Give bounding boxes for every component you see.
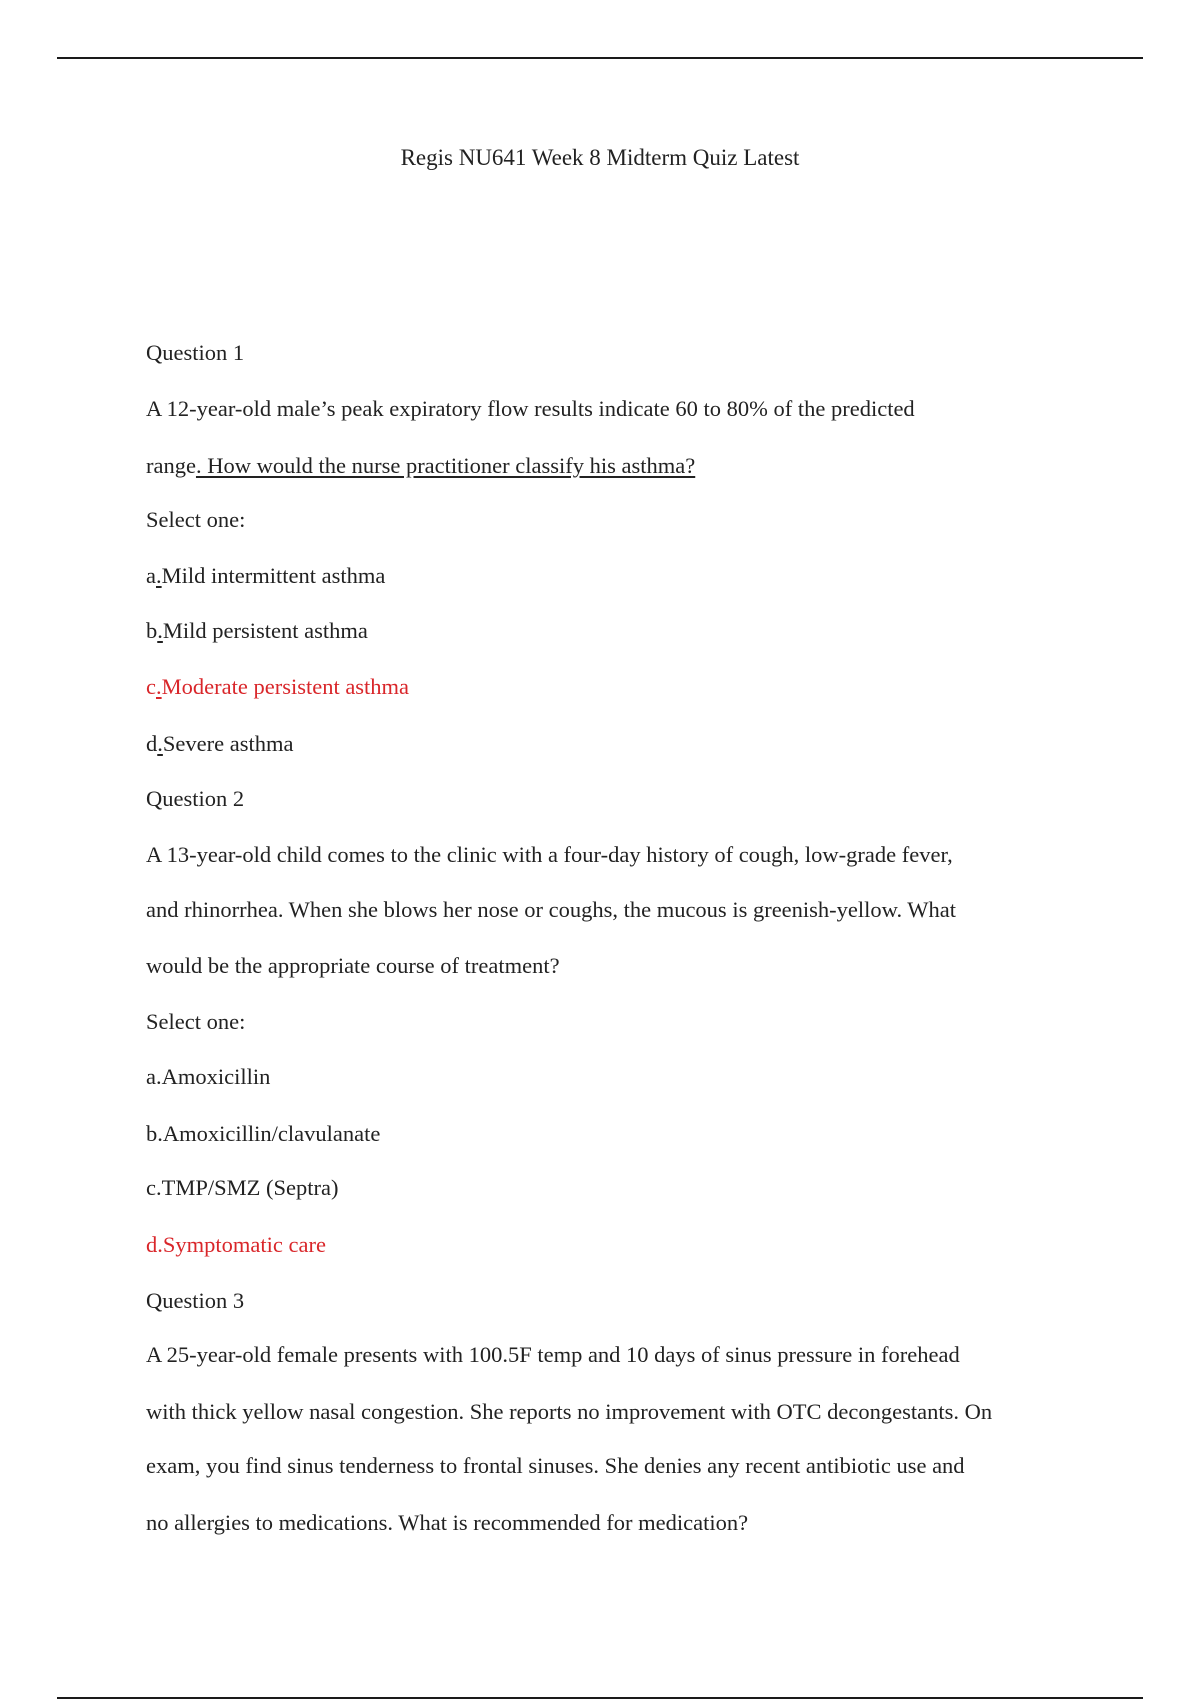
option-text: Mild persistent asthma <box>162 618 368 643</box>
question-2-prompt: Select one: <box>146 1009 246 1034</box>
question-3-heading: Question 3 <box>146 1288 245 1313</box>
option-letter: a <box>146 563 156 588</box>
question-1-text-rest: . How would the nurse practitioner classify his asthma? <box>195 453 696 478</box>
option-letter: c <box>146 674 156 699</box>
question-3-text-line-2: with thick yellow nasal congestion. She reports no improvement with OTC decongestants. On <box>146 1399 993 1424</box>
question-2-text-line-3: would be the appropriate course of treatment? <box>146 953 560 978</box>
question-1-heading: Question 1 <box>146 340 245 365</box>
question-1-option-a[interactable] <box>146 561 385 591</box>
question-1-text-line-1: A 12-year-old male’s peak expiratory flow results indicate 60 to 80% of the predicted <box>146 396 915 421</box>
option-separator: . <box>156 563 162 588</box>
option-letter: d <box>146 731 158 756</box>
option-separator: . <box>156 674 162 699</box>
bottom-rule <box>57 1697 1143 1699</box>
question-1-range-word: range <box>146 453 196 478</box>
question-2-text-line-1: A 13-year-old child comes to the clinic with a four-day history of cough, low-grade fever, <box>146 842 953 867</box>
question-1-text-line-2 <box>146 451 695 481</box>
question-2-option-a[interactable]: a.Amoxicillin <box>146 1064 271 1089</box>
question-2-option-d-correct[interactable]: d.Symptomatic care <box>146 1232 326 1257</box>
question-1-option-c-correct[interactable] <box>146 672 409 702</box>
option-separator: . <box>157 618 163 643</box>
top-rule <box>57 57 1143 59</box>
question-2-heading: Question 2 <box>146 786 245 811</box>
question-2-text-line-2: and rhinorrhea. When she blows her nose or coughs, the mucous is greenish-yellow. What <box>146 897 957 922</box>
document-title: Regis NU641 Week 8 Midterm Quiz Latest <box>400 145 800 170</box>
option-text: Severe asthma <box>162 731 294 756</box>
option-text: Mild intermittent asthma <box>161 563 386 588</box>
question-3-text-line-1: A 25-year-old female presents with 100.5F temp and 10 days of sinus pressure in forehead <box>146 1342 960 1367</box>
question-1-option-d[interactable] <box>146 729 293 759</box>
option-text: Moderate persistent asthma <box>161 674 410 699</box>
question-2-option-c[interactable]: c.TMP/SMZ (Septra) <box>146 1175 339 1200</box>
question-3-text-line-3: exam, you find sinus tenderness to frontal sinuses. She denies any recent antibiotic use and <box>146 1453 965 1478</box>
question-2-option-b[interactable]: b.Amoxicillin/clavulanate <box>146 1121 381 1146</box>
question-1-prompt: Select one: <box>146 507 246 532</box>
option-separator: . <box>157 731 163 756</box>
question-3-text-line-4: no allergies to medications. What is recommended for medication? <box>146 1510 749 1535</box>
question-1-option-b[interactable] <box>146 616 368 646</box>
option-letter: b <box>146 618 158 643</box>
